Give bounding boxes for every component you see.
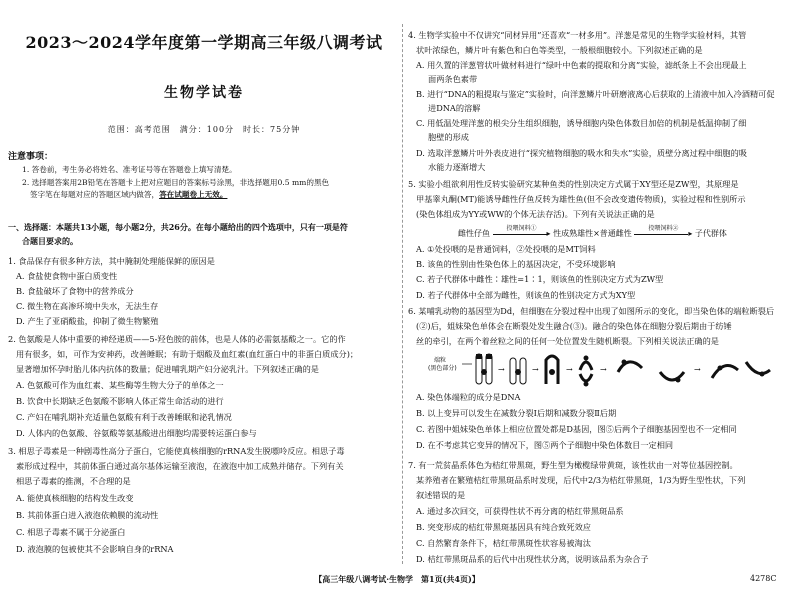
q3-stem-3: 相思子毒素的推测，不合理的是 <box>16 476 131 486</box>
q4-option-c-1: C. 用低温处理洋葱的根尖分生组织细胞，诱导细胞内染色体数目加倍的机制是低温抑制了细 <box>416 118 747 128</box>
q3-option-a: A. 能使真核细胞的结构发生改变 <box>16 493 134 503</box>
q2-option-b: B. 饮食中长期缺乏色氨酸不影响人体正常生命活动的进行 <box>16 396 224 406</box>
chromosome-stage-3 <box>546 356 558 384</box>
q5-option-b: B. 该鱼的性别由性染色体上的基因决定，不受环境影响 <box>416 259 616 269</box>
q5-stem-3: (染色体组成为YY或WW的个体无法存活)。下列有关说法正确的是 <box>416 209 655 219</box>
q4-option-d-2: 水能力逐渐增大 <box>428 162 486 172</box>
q4-option-d-1: D. 选取洋葱鳞片叶外表皮进行“探究植物细胞的吸水和失水”实验，质壁分离过程中细胞的吸 <box>416 148 747 158</box>
q4-option-b-1: B. 进行“DNA的粗提取与鉴定”实验时，向洋葱鳞片叶研磨液离心后获取的上清液中加入冷酒精可促 <box>416 89 775 99</box>
formula-arrow-2-label: 投喂饲料② <box>648 225 679 232</box>
q3-option-d: D. 液泡膜的包被使其不会影响自身的rRNA <box>16 544 174 554</box>
q2-option-d: D. 人体内的色氨酸、谷氨酸等氨基酸进出细胞均需要转运蛋白参与 <box>16 428 257 438</box>
q2-option-a: A. 色氨酸可作为血红素、某些酶等生物大分子的单体之一 <box>16 380 224 390</box>
q4-option-a-2: 面两条色素带 <box>428 74 478 84</box>
notice-2b <box>30 190 227 200</box>
q7-stem-3: 叙述错误的是 <box>416 490 466 500</box>
q7-option-b: B. 突变形成的桔红带黑斑基因具有纯合致死效应 <box>416 522 591 532</box>
q2-stem-2: 用有很多，如，可作为安神药，改善睡眠；有助于烟酸及血红素(血红蛋白中的非蛋白质成分)； <box>16 349 359 359</box>
q1-option-c: C. 微生物在高渗环境中失水，无法生存 <box>16 301 159 311</box>
q1-option-b: B. 食盐破坏了食物中的营养成分 <box>16 286 134 296</box>
arrow-icon: → <box>532 365 539 374</box>
q3-stem-2: 素形成过程中，其前体蛋白通过高尔基体运输至液泡，在液泡中加工成熟并储存。下列有关 <box>16 461 344 471</box>
q6-stem-3: 丝的牵引，在两个着丝粒之间的任何一处位置发生随机断裂。下列相关说法正确的是 <box>416 336 719 346</box>
q5-option-d: D. 若子代群体中全部为雌性，则该鱼的性别决定方式为XY型 <box>416 290 636 300</box>
figure-label-black: (黑色部分) <box>428 365 457 372</box>
arrow-icon: → <box>566 365 573 374</box>
q4-option-c-2: 胞壁的形成 <box>428 132 469 142</box>
q1-stem: 1. 食品保存有很多种方法，其中腌制处理能保鲜的原因是 <box>8 256 215 266</box>
q6-option-d: D. 在不考虑其它变异的情况下，图⑤两个子细胞中染色体数目一定相同 <box>416 440 674 450</box>
chromosome-stage-5 <box>618 360 684 383</box>
notice-1: 1. 答卷前，考生务必将姓名、准考证号等在答题卷上填写清楚。 <box>22 165 237 174</box>
exam-subject: 生物学试卷 <box>164 85 244 101</box>
notice-2a: 2. 选择题答案用2B铅笔在答题卡上把对应题目的答案标号涂黑，非选择题用0.5 mm的黑色 <box>22 178 330 187</box>
q4-option-a-1: A. 用久置的洋葱管状叶做材料进行“绿叶中色素的提取和分离”实验，滤纸条上不会出现最上 <box>416 60 747 70</box>
formula-arrow-1-label: 投喂饲料① <box>506 225 537 232</box>
column-divider <box>402 24 403 564</box>
section-heading-2: 合题目要求的。 <box>22 236 78 246</box>
page-footer: 【高三年级八调考试·生物学 第1页(共4页)】 <box>314 574 480 584</box>
q7-option-c: C. 自然繁育条件下，桔红带黑斑性状容易被淘汰 <box>416 538 591 548</box>
q1-option-a: A. 食盐使食物中蛋白质变性 <box>16 271 118 281</box>
q6-stem-2: (②)后，姐妹染色单体会在断裂处发生融合(③)。融合的染色体在细胞分裂后期由于纺锤 <box>416 321 732 331</box>
formula-offspring: 子代群体 <box>694 229 727 238</box>
q5-option-a: A. ①处投喂的是普通饲料，②处投喂的是MT饲料 <box>416 244 596 254</box>
q6-stem-1: 6. 某哺乳动物的基因型为Dd，但细胞在分裂过程中出现了如图所示的变化，即当染色体的端粒断裂后 <box>408 306 775 316</box>
q7-stem-2: 某养殖者在繁殖桔红带黑斑品系时发现，后代中2/3为桔红带黑斑，1/3为野生型性状，下列 <box>416 475 746 485</box>
formula-female-fry: 雌性仔鱼 <box>458 229 490 238</box>
notice-title: 注意事项： <box>8 152 54 162</box>
chromosome-stage-6 <box>712 362 770 378</box>
q3-option-b: B. 其前体蛋白进入液泡依赖膜的流动性 <box>16 510 159 520</box>
arrow-icon: → <box>694 365 701 374</box>
chromosome-stage-2 <box>510 358 526 384</box>
q2-stem-1: 2. 色氨酸是人体中重要的神经递质——5-羟色胺的前体，也是人体的必需氨基酸之一。它的作 <box>8 334 346 344</box>
formula-cross: 性成熟雄性×普通雌性 <box>553 229 632 238</box>
arrow-head-icon: ▸ <box>688 229 693 238</box>
chromosome-figure <box>428 350 774 390</box>
formula-arrow-1 <box>493 225 551 239</box>
q6-option-c: C. 若图中姐妹染色单体上相应位置处都是D基因，图⑤后两个子细胞基因型也不一定相同 <box>416 424 737 434</box>
q7-option-d: D. 桔红带黑斑品系的后代中出现性状分离，说明该品系为杂合子 <box>416 554 649 564</box>
chromosome-stage-4 <box>580 356 592 387</box>
q2-option-c: C. 产妇在哺乳期补充适量色氨酸有利于改善睡眠和泌乳情况 <box>16 412 232 422</box>
q5-stem-2: 甲基睾丸酮(MT)能诱导雌性仔鱼反转为雄性鱼(但不会改变遗传物质)，实验过程和性别所示 <box>416 194 746 204</box>
q4-stem-1: 4. 生物学实验中不仅讲究“同材异用”还喜欢“一材多用”。洋葱是常见的生物学实验材料，其管 <box>408 30 747 40</box>
q4-option-b-2: 进DNA的溶解 <box>428 103 481 113</box>
q4-stem-2: 状叶浓绿色，鳞片叶有紫色和白色等类型，一般根细胞较小。下列叙述正确的是 <box>416 45 703 55</box>
q3-option-c: C. 相思子毒素不属于分泌蛋白 <box>16 527 126 537</box>
arrow-head-icon: ▸ <box>546 229 551 238</box>
q3-stem-1: 3. 相思子毒素是一种剧毒性高分子蛋白，它能使真核细胞的rRNA发生脱嘌呤反应。相思子毒 <box>8 446 345 456</box>
q6-option-a: A. 染色体端粒的成分是DNA <box>416 392 521 402</box>
arrow-icon: → <box>600 365 607 374</box>
exam-meta: 范围：高考范围 满分：100分 时长：75分钟 <box>107 125 301 134</box>
q2-stem-3: 显著增加怀孕时胎儿体内抗体的数量；促进哺乳期产妇分泌乳汁。下列叙述正确的是 <box>16 364 319 374</box>
q7-option-a: A. 通过多次回交，可获得性状不再分离的桔红带黑斑品系 <box>416 506 624 516</box>
arrow-icon: → <box>498 365 505 374</box>
section-heading-1: 一、选择题：本题共13小题，每小题2分，共26分。在每小题给出的四个选项中，只有一项是符 <box>8 222 348 232</box>
q1-option-d: D. 产生了亚硝酸盐，抑制了微生物繁殖 <box>16 316 159 326</box>
chromosome-stage-1 <box>476 354 492 384</box>
notice-2b-text: 签字笔在每题对应的答题区域内做答， <box>30 190 160 199</box>
formula-arrow-2 <box>634 225 693 239</box>
exam-title: 2023～2024学年度第一学期高三年级八调考试 <box>25 33 383 52</box>
q7-stem-1: 7. 有一荒贫晶系体色为桔红带黑斑，野生型为橄榄绿带黄斑，该性状由一对等位基因控制。 <box>408 460 738 470</box>
figure-label-telomere: 端粒 <box>434 357 447 364</box>
q5-formula <box>458 225 727 239</box>
q5-stem-1: 5. 实验小组欲利用性反转实验研究某种鱼类的性别决定方式属于XY型还是ZW型，其原理是 <box>408 179 739 189</box>
q6-option-b: B. 以上变异可以发生在减数分裂Ⅰ后期和减数分裂Ⅱ后期 <box>416 408 617 418</box>
paper-code: 4278C <box>750 574 777 583</box>
q5-option-c: C. 若子代群体中雌性∶雄性=1∶1，则该鱼的性别决定方式为ZW型 <box>416 274 664 284</box>
notice-2b-emphasis: 答在试题卷上无效。 <box>159 190 228 199</box>
